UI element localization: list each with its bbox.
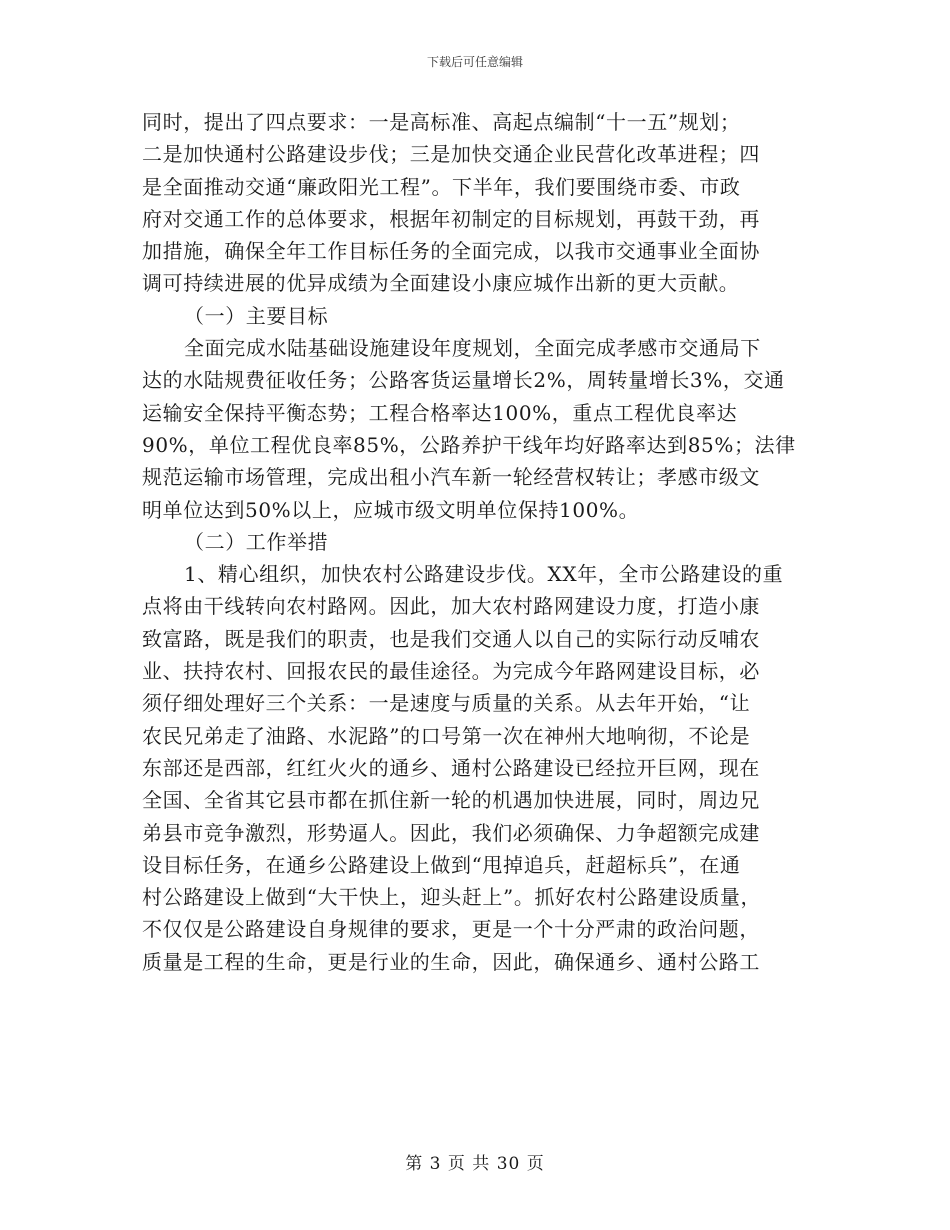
body-line: 村公路建设上做到“大干快上，迎头赶上”。抓好农村公路建设质量， <box>142 885 762 910</box>
body-line: 规范运输市场管理，完成出租小汽车新一轮经营权转让；孝感市级文 <box>142 465 760 490</box>
section-heading-main-goals: （一）主要目标 <box>184 303 329 328</box>
body-line: 质量是工程的生命，更是行业的生命，因此，确保通乡、通村公路工 <box>142 949 760 974</box>
document-body <box>142 106 814 978</box>
page-number-footer: 第 3 页 共 30 页 <box>405 1154 545 1174</box>
body-line: 致富路，既是我们的职责，也是我们交通人以自己的实际行动反哺农 <box>142 626 760 651</box>
body-line: 业、扶持农村、回报农民的最佳途径。为完成今年路网建设目标，必 <box>142 659 760 684</box>
body-line: 点将由干线转向农村路网。因此，加大农村路网建设力度，打造小康 <box>142 594 760 619</box>
body-line: 明单位达到50%以上，应城市级文明单位保持100%。 <box>142 497 640 522</box>
body-line: 不仅仅是公路建设自身规律的要求，更是一个十分严肃的政治问题， <box>142 917 760 942</box>
body-line: 东部还是西部，红红火火的通乡、通村公路建设已经拉开巨网，现在 <box>142 755 760 780</box>
body-line: 加措施，确保全年工作目标任务的全面完成，以我市交通事业全面协 <box>142 239 760 264</box>
body-line: 府对交通工作的总体要求，根据年初制定的目标规划，再鼓干劲，再 <box>142 206 760 231</box>
body-line: 农民兄弟走了油路、水泥路”的口号第一次在神州大地响彻，不论是 <box>142 723 751 748</box>
body-line: 调可持续进展的优异成绩为全面建设小康应城作出新的更大贡献。 <box>142 271 740 296</box>
body-line: 全面完成水陆基础设施建设年度规划，全面完成孝感市交通局下 <box>184 336 761 361</box>
body-line: 须仔细处理好三个关系：一是速度与质量的关系。从去年开始，“让 <box>142 691 751 716</box>
section-heading-work-measures: （二）工作举措 <box>184 529 329 554</box>
page-header-note: 下载后可任意编辑 <box>426 55 523 69</box>
body-line: 全国、全省其它县市都在抓住新一轮的机遇加快进展，同时，周边兄 <box>142 788 760 813</box>
body-line: 达的水陆规费征收任务；公路客货运量增长2%，周转量增长3%，交通 <box>142 368 785 393</box>
body-line: 同时，提出了四点要求：一是高标准、高起点编制“十一五”规划； <box>142 110 741 134</box>
body-line: 运输安全保持平衡态势；工程合格率达100%，重点工程优良率达 <box>142 400 738 425</box>
body-line: 设目标任务，在通乡公路建设上做到“甩掉追兵，赶超标兵”，在通 <box>142 852 741 877</box>
body-line: 弟县市竞争激烈，形势逼人。因此，我们必须确保、力争超额完成建 <box>142 820 760 845</box>
body-line: 1、精心组织，加快农村公路建设步伐。XX年，全市公路建设的重 <box>184 562 784 587</box>
body-line: 90%，单位工程优良率85%，公路养护干线年均好路率达到85%；法律 <box>142 432 796 457</box>
body-line: 是全面推动交通“廉政阳光工程”。下半年，我们要围绕市委、市政 <box>142 174 741 199</box>
body-line: 二是加快通村公路建设步伐；三是加快交通企业民营化改革进程；四 <box>142 142 760 167</box>
